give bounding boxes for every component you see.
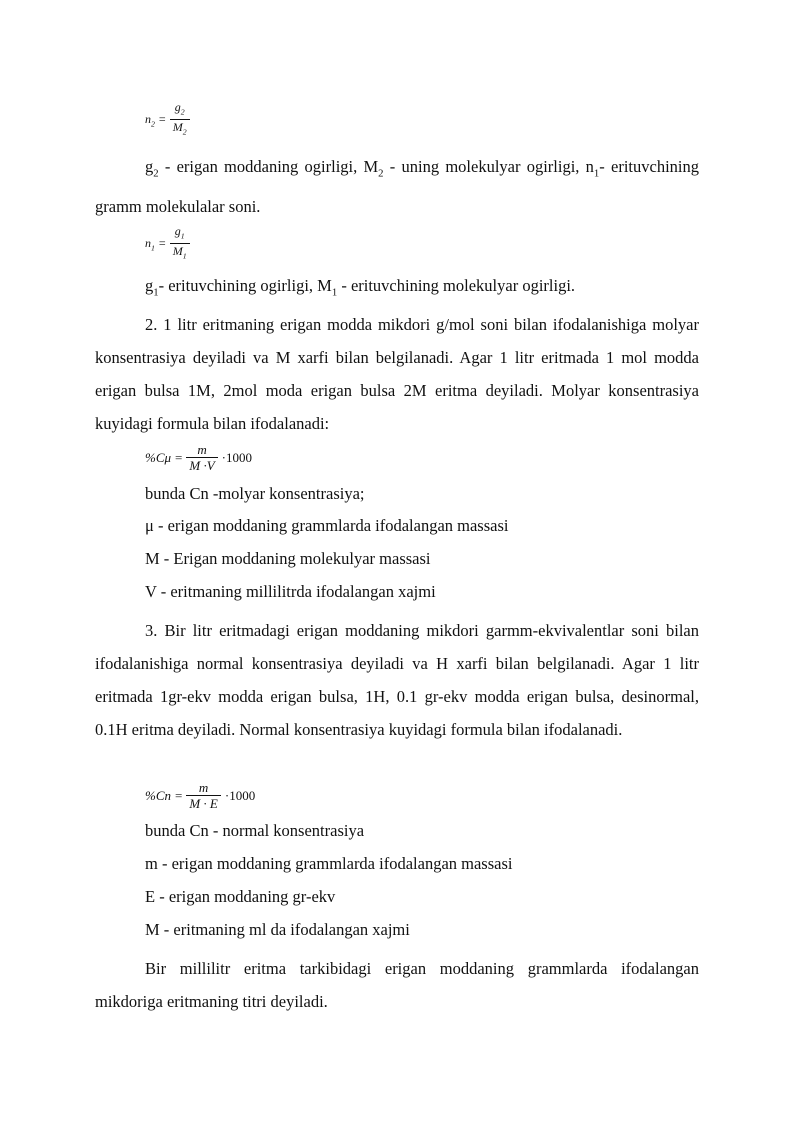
formula-den: M ·V: [189, 458, 215, 473]
list-item: μ - erigan moddaning grammlarda ifodalangan massasi: [145, 516, 509, 535]
text-part: - erituvchining ogirligi, M: [158, 276, 332, 295]
list-item: M - Erigan moddaning molekulyar massasi: [145, 549, 431, 568]
text-sub: 1: [153, 286, 159, 299]
formula-lhs: n: [145, 235, 151, 250]
formula-den-sub: 2: [182, 127, 187, 137]
text-part: - erigan moddaning ogirligi, M: [158, 157, 379, 176]
text-sub: 1: [331, 286, 338, 299]
text-sub: 2: [153, 167, 159, 180]
formula-fraction: [186, 443, 217, 473]
formula-cn: [145, 781, 255, 811]
list-item: V - eritmaning millilitrda ifodalangan xajmi: [145, 582, 436, 601]
list-item: E - erigan moddaning gr-ekv: [145, 887, 336, 906]
formula-den: M: [172, 244, 183, 259]
formula-lhs: %Cμ: [145, 450, 172, 465]
text-sub: 2: [378, 167, 384, 180]
formula-lhs: %Cn: [145, 788, 171, 803]
formula-eq: =: [158, 112, 166, 127]
formula-lhs: n: [145, 111, 151, 126]
formula-den-sub: 1: [182, 251, 187, 261]
paragraph-g1: [145, 276, 575, 298]
formula-n1: [145, 224, 190, 264]
formula-eq: =: [175, 788, 183, 803]
text-part: -: [599, 157, 605, 176]
formula-eq: =: [158, 236, 166, 251]
paragraph-4: Bir millilitr eritma tarkibidagi erigan moddaning grammlarda ifodalangan mikdoriga eritmaning titri deyiladi.: [95, 959, 699, 1011]
formula-tail: ·1000: [221, 450, 252, 465]
formula-lhs-sub: 2: [151, 119, 155, 129]
formula-n2: [145, 100, 190, 140]
formula-tail: ·1000: [224, 788, 256, 803]
formula-eq: =: [175, 450, 183, 465]
formula-num-sub: 2: [180, 107, 185, 117]
list-item: bunda Cn - normal konsentrasiya: [145, 821, 365, 840]
text-part: erituvchining gramm molekulalar soni.: [95, 157, 700, 217]
text-part: - erituvchining molekulyar ogirligi.: [337, 276, 576, 295]
formula-num: g: [174, 224, 181, 238]
paragraph-2: 2. 1 litr eritmaning erigan modda mikdori g/mol soni bilan ifodalanishiga molyar konsentrasiya deyiladi va M xarfi bilan belgilanadi. Agar 1 litr eritmada 1 mol modda erigan bulsa 1M, 2mol moda erigan bulsa 2M eritma deyiladi. Molyar konsentrasiya kuyidagi formula bilan ifodalanadi:: [95, 315, 699, 433]
paragraph-g2: [95, 150, 699, 223]
formula-lhs-sub: 1: [151, 243, 155, 253]
formula-num: g: [174, 100, 181, 114]
text-sub: 1: [593, 167, 600, 180]
formula-fraction: [170, 100, 190, 140]
formula-num: m: [186, 781, 221, 796]
formula-num-sub: 1: [180, 231, 185, 241]
paragraph-3: 3. Bir litr eritmadagi erigan moddaning mikdori garmm-ekvivalentlar soni bilan ifodalanishiga normal konsentrasiya deyiladi va H xarfi bilan belgilanadi. Agar 1 litr eritmada 1gr-ekv modda erigan bulsa, 1H, 0.1 gr-ekv modda erigan bulsa, desinormal, 0.1H eritma deyiladi. Normal konsentrasiya kuyidagi formula bilan ifodalanadi.: [95, 621, 699, 739]
formula-den: M: [172, 120, 183, 135]
list-item: M - eritmaning ml da ifodalangan xajmi: [145, 920, 410, 939]
list-item: bunda Cn -molyar konsentrasiya;: [145, 484, 365, 503]
text-g: g: [145, 157, 154, 176]
formula-c-mu: [145, 443, 252, 473]
formula-num: m: [186, 443, 217, 458]
formula-fraction: [186, 781, 221, 811]
text-part: g: [145, 276, 154, 295]
text-part: - uning molekulyar ogirligi, n: [383, 157, 594, 176]
formula-fraction: [170, 224, 190, 264]
list-item: m - erigan moddaning grammlarda ifodalangan massasi: [145, 854, 513, 873]
formula-den: M · E: [189, 796, 218, 811]
